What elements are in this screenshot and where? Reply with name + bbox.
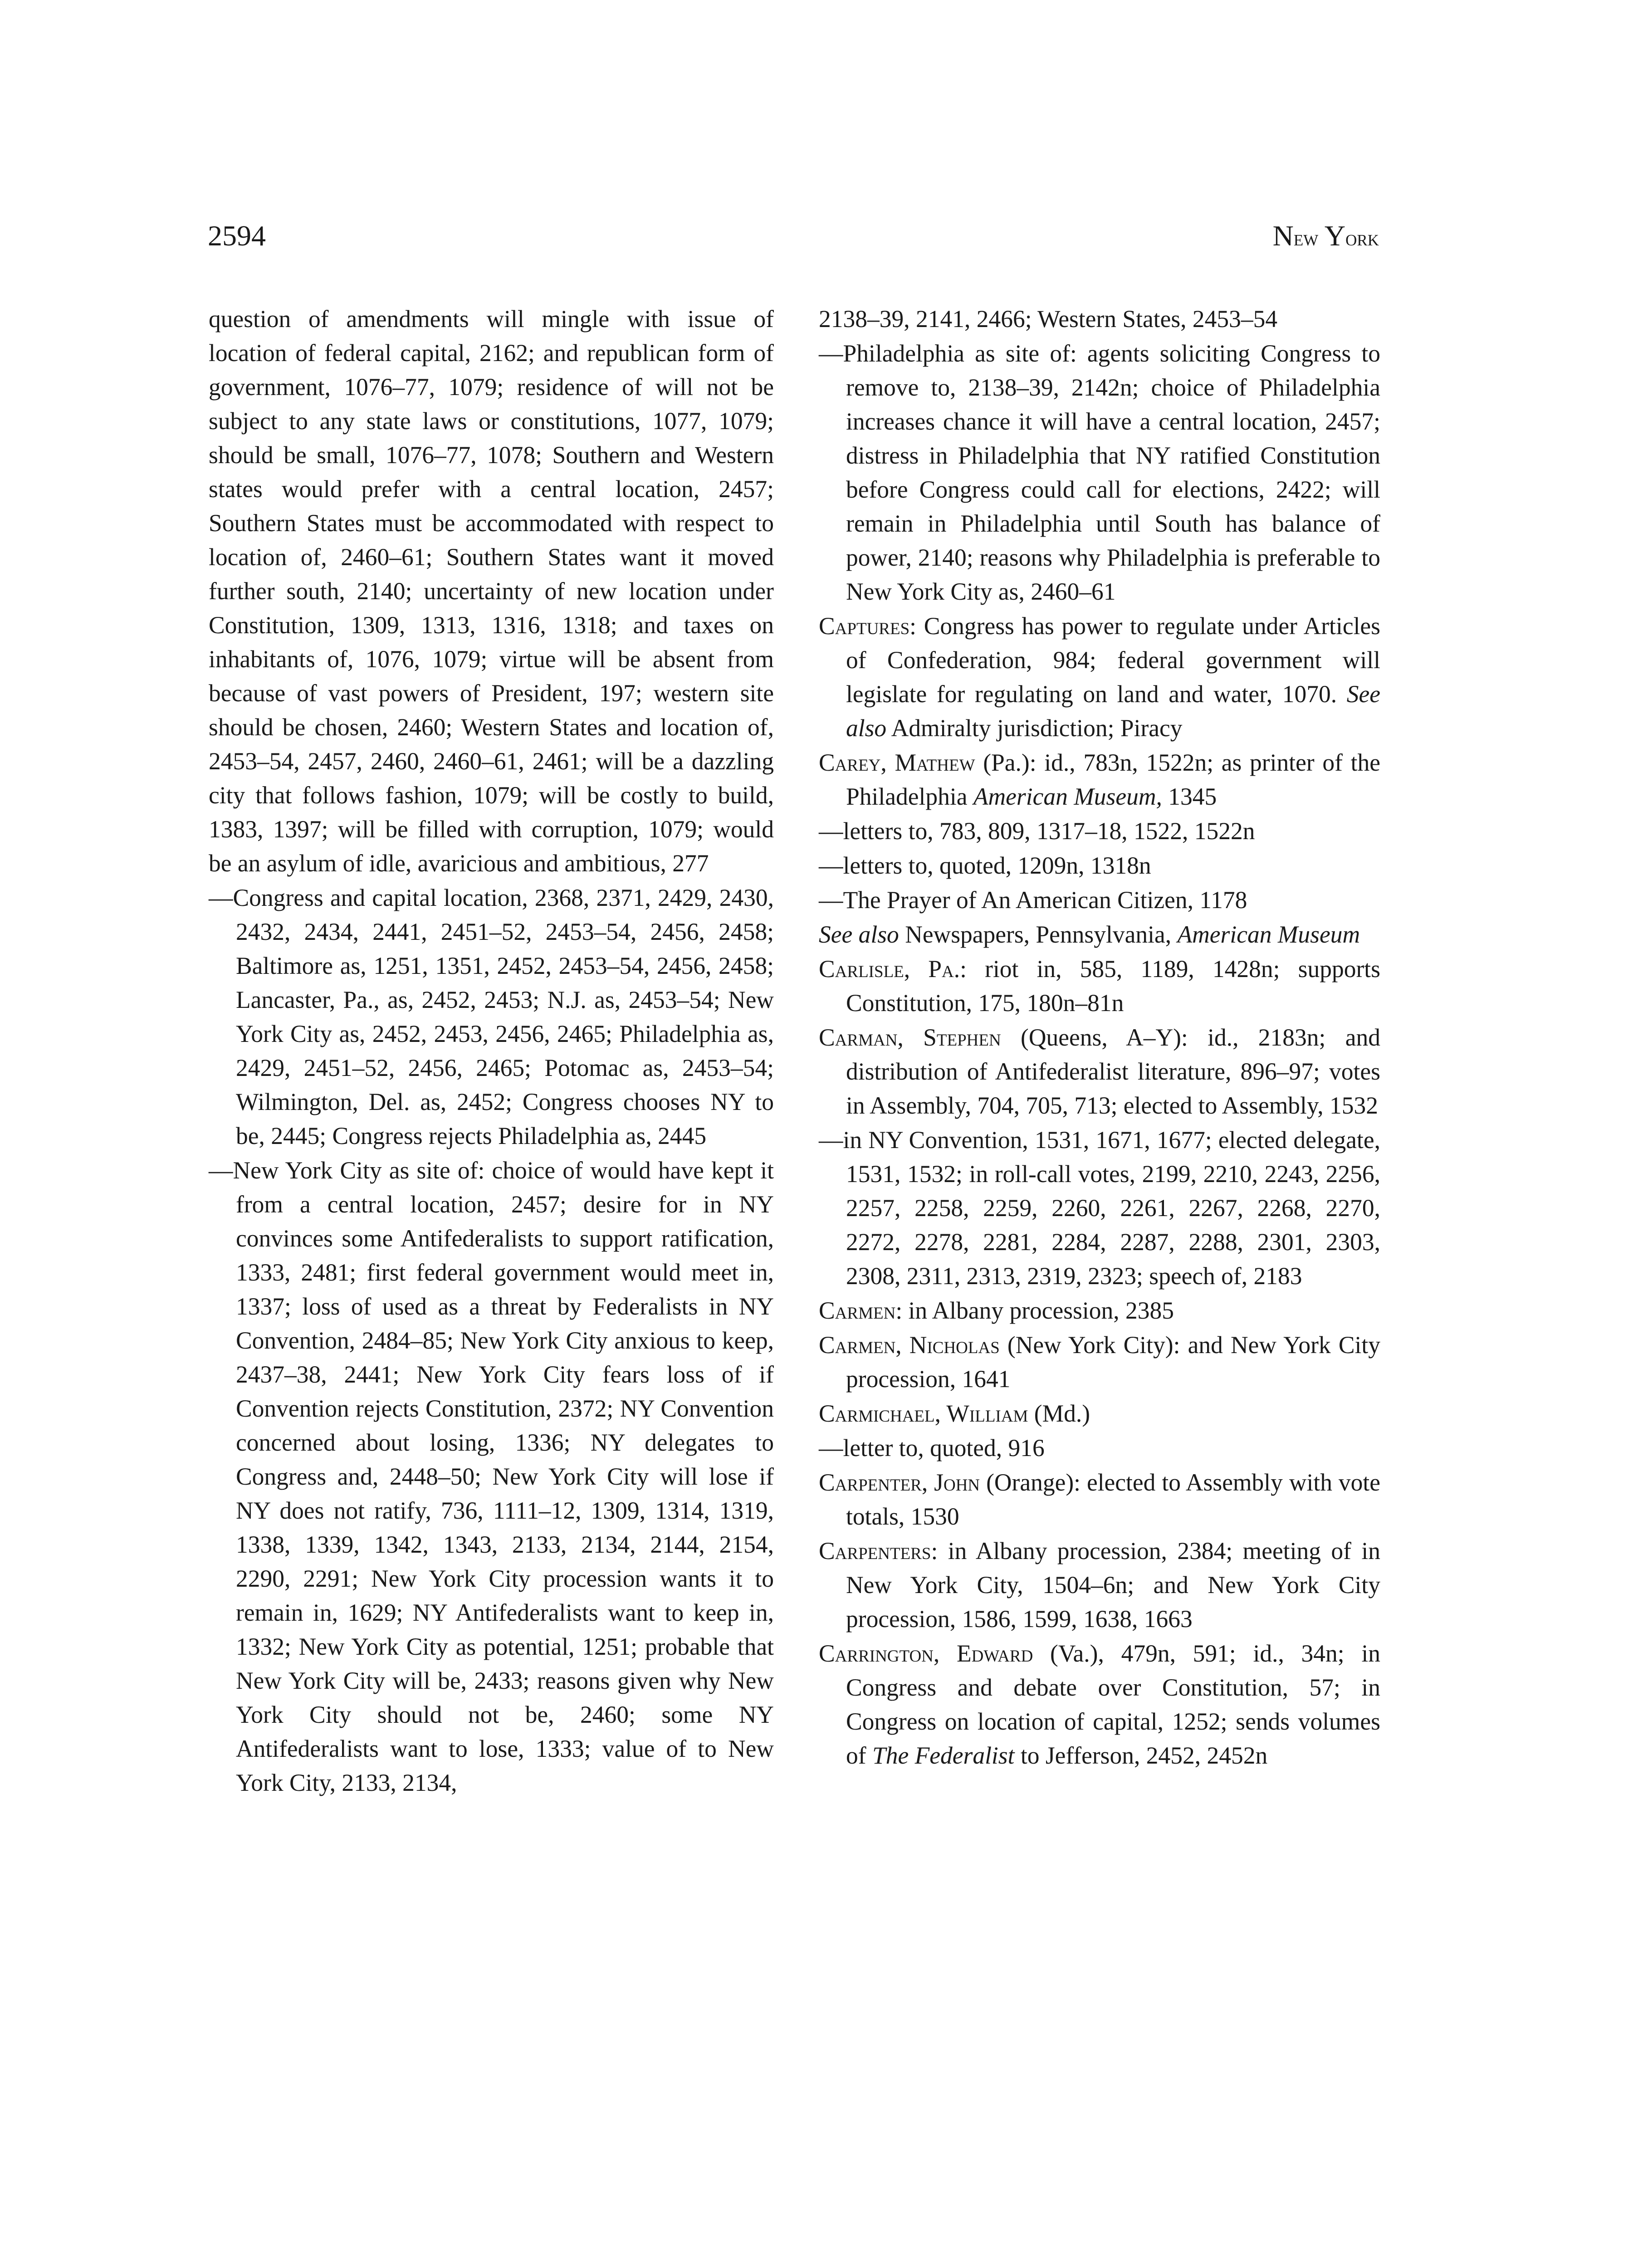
entry-text: : Congress has power to regulate under Articles of Confederation, 984; federal government will legislate for regulating on land and water, 1070. [846,612,1380,708]
index-entry [819,883,1380,917]
entry-text: (New York City): and New York City procession, 1641 [846,1331,1380,1393]
entry-text: —in NY Convention, 1531, 1671, 1677; elected delegate, 1531, 1532; in roll-call votes, 2199, 2210, 2243, 2256, 2257, 2258, 2259, 2260, 2261, 2267, 2268, 2270, 2272, 2278, 2281, 2284, 2287, 2288, 2301, 2303, 2308, 2311, 2313, 2319, 2323; speech of, 2183 [819,1126,1380,1290]
entry-italic: The Federalist [872,1742,1015,1769]
running-head-rest-1: ew [1293,225,1319,250]
page-number: 2594 [208,220,266,252]
entry-text: —Philadelphia as site of: agents soliciting Congress to remove to, 2138–39, 2142n; choice of Philadelphia increases chance it will have a central location, 2457; distress in Philadelphia that NY ratified Constitution before Congress could call for elections, 2422; will remain in Philadelphia until South has balance of power, 2140; reasons why Philadelphia is preferable to New York City as, 2460–61 [819,340,1380,605]
index-entry [819,1397,1380,1431]
entry-text: —Congress and capital location, 2368, 2371, 2429, 2430, 2432, 2434, 2441, 2451–52, 2453–54, 2456, 2458; Baltimore as, 1251, 1351, 2452, 2453–54, 2456, 2458; Lancaster, Pa., as, 2452, 2453; N.J. as, 2453–54; New York City as, 2452, 2453, 2456, 2465; Philadelphia as, 2429, 2451–52, 2456, 2465; Potomac as, 2453–54; Wilmington, Del. as, 2452; Congress chooses NY to be, 2445; Congress rejects Philadelphia as, 2445 [209,884,774,1149]
running-head-initial-1: N [1272,220,1294,252]
entry-tail: 1345 [1162,783,1217,810]
entry-heading: Carman, Stephen [819,1024,1001,1051]
entry-italic: American Museum, [973,783,1162,810]
right-column [819,302,1380,1773]
entry-heading: Carpenters [819,1537,931,1564]
entry-tail: Admiralty jurisdiction; Piracy [886,714,1183,742]
entry-heading: Carrington, Edward [819,1640,1033,1667]
entry-tail: to Jefferson, 2452, 2452n [1014,1742,1268,1769]
running-head [1273,221,1379,250]
entry-text: Newspapers, Pennsylvania, [899,921,1178,948]
entry-text: (Orange): elected to Assembly with vote totals, 1530 [846,1469,1381,1530]
running-head-initial-2: Y [1318,220,1346,252]
entry-text: —letters to, quoted, 1209n, 1318n [819,852,1151,879]
see-also-label: See also [819,921,899,948]
entry-text: —letters to, 783, 809, 1317–18, 1522, 1522n [819,817,1255,845]
left-column [209,302,774,1800]
index-entry [819,1466,1380,1534]
index-entry [819,952,1380,1020]
index-entry [819,1637,1380,1773]
index-entry [209,881,774,1153]
entry-heading: Carpenter, John [819,1469,980,1496]
entry-heading: Carmen [819,1297,896,1324]
entry-heading: Captures [819,612,910,640]
index-entry [819,1123,1380,1293]
index-entry [819,302,1380,336]
index-entry [819,814,1380,848]
index-entry [819,1294,1380,1328]
index-entry [209,1154,774,1800]
index-entry [209,302,774,880]
entry-text: —letter to, quoted, 916 [819,1434,1045,1461]
index-entry [819,918,1380,952]
entry-italic: American Museum [1177,921,1360,948]
entry-text: : riot in, 585, 1189, 1428n; supports Constitution, 175, 180n–81n [846,955,1380,1017]
running-head-rest-2: ork [1345,225,1379,250]
index-entry [819,609,1380,745]
index-entry [819,1328,1380,1396]
index-entry [819,337,1380,609]
entry-heading: Carlisle, Pa. [819,955,960,982]
entry-text: —New York City as site of: choice of would have kept it from a central location, 2457; desire for in NY convinces some Antifederalists to support ratification, 1333, 2481; first federal government would meet in, 1337; loss of used as a threat by Federalists in NY Convention, 2484–85; New York City anxious to keep, 2437–38, 2441; New York City fears loss of if Convention rejects Constitution, 2372; NY Convention concerned about losing, 1336; NY delegates to Congress and, 2448–50; New York City will lose if NY does not ratify, 736, 1111–12, 1309, 1314, 1319, 1338, 1339, 1342, 1343, 2133, 2134, 2144, 2154, 2290, 2291; New York City procession wants it to remain in, 1629; NY Antifederalists want to keep in, 1332; New York City as potential, 1251; probable that New York City will be, 2433; reasons given why New York City should not be, 2460; some NY Antifederalists want to lose, 1333; value of to New York City, 2133, 2134, [209,1157,774,1796]
entry-text: 2138–39, 2141, 2466; Western States, 2453–54 [819,305,1278,332]
entry-text: (Va.), 479n, 591; id., 34n; in Congress and debate over Constitution, 57; in Congress on location of capital, 1252; sends volumes of [846,1640,1380,1769]
entry-text: : in Albany procession, 2384; meeting of in New York City, 1504–6n; and New York City procession, 1586, 1599, 1638, 1663 [846,1537,1380,1633]
index-entry [819,1534,1380,1636]
entry-text: (Md.) [1028,1400,1090,1427]
entry-text: —The Prayer of An American Citizen, 1178 [819,886,1247,914]
entry-text: (Pa.): id., 783n, 1522n; as printer of the Philadelphia [846,749,1380,810]
see-also-label: See also [846,680,1380,742]
entry-text: : in Albany procession, 2385 [895,1297,1174,1324]
entry-heading: Carmen, Nicholas [819,1331,1000,1359]
entry-text: (Queens, A–Y): id., 2183n; and distribution of Antifederalist literature, 896–97; votes in Assembly, 704, 705, 713; elected to Assembly, 1532 [846,1024,1380,1119]
index-entry [819,849,1380,883]
entry-heading: Carmichael, William [819,1400,1028,1427]
entry-text: question of amendments will mingle with issue of location of federal capital, 2162; and republican form of government, 1076–77, 1079; residence of will not be subject to any state laws or constitutions, 1077, 1079; should be small, 1076–77, 1078; Southern and Western states would prefer with a central location, 2457; Southern States must be accommodated with respect to location of, 2460–61; Southern States want it moved further south, 2140; uncertainty of new location under Constitution, 1309, 1313, 1316, 1318; and taxes on inhabitants of, 1076, 1079; virtue will be absent from because of vast powers of President, 197; western site should be chosen, 2460; Western States and location of, 2453–54, 2457, 2460, 2460–61, 2461; will be a dazzling city that follows fashion, 1079; will be costly to build, 1383, 1397; will be filled with corruption, 1079; would be an asylum of idle, avaricious and ambitious, 277 [209,305,774,877]
index-entry [819,1021,1380,1123]
index-entry [819,746,1380,814]
index-entry [819,1431,1380,1465]
entry-heading: Carey, Mathew [819,749,975,776]
